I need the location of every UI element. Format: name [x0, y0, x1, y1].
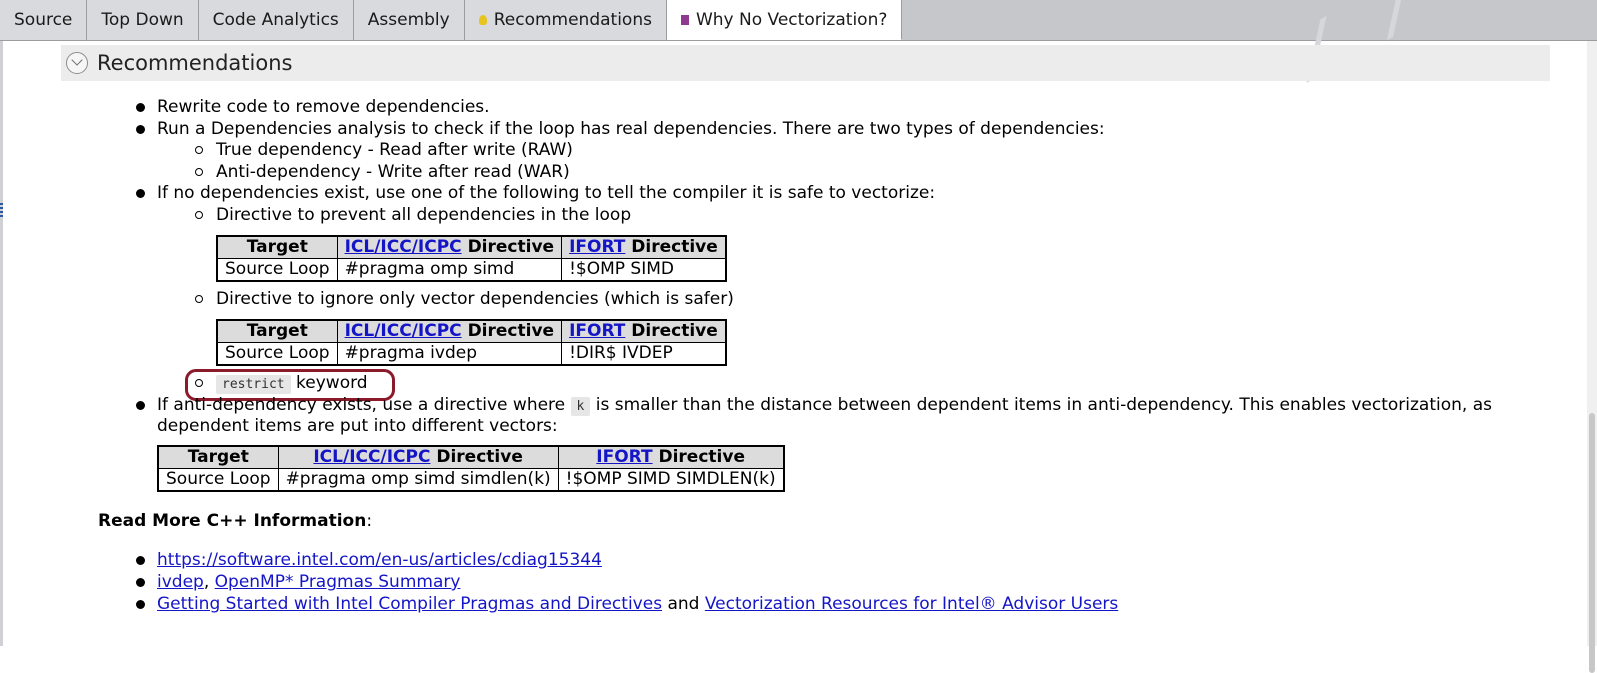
- table-header-row: [158, 446, 784, 469]
- sub-bullet-icon: [195, 146, 203, 154]
- vectorization-resources-link[interactable]: Vectorization Resources for Intel® Advisor Users: [704, 594, 1119, 614]
- sub-bullet-icon: [195, 168, 203, 176]
- bullet-icon: [136, 125, 145, 134]
- tab-why-no-vectorization[interactable]: Why No Vectorization?: [667, 0, 902, 40]
- cell-target: Source Loop: [158, 469, 278, 492]
- tab-code-analytics[interactable]: Code Analytics: [199, 0, 354, 40]
- directive-table-simdlen: [157, 445, 785, 492]
- k-code: k: [571, 397, 591, 416]
- bullet-icon: [136, 600, 145, 609]
- cell-target: Source Loop: [217, 343, 337, 366]
- cell-icl: #pragma ivdep: [337, 343, 562, 366]
- recommendation-text: If anti-dependency exists, use a directive where k is smaller than the distance between dependent items in anti-dependency. This enables vectorization, as: [157, 395, 1492, 415]
- recommendation-text-continued: dependent items are put into different vectors:: [157, 416, 558, 436]
- bullet-icon: [136, 556, 145, 565]
- icl-link[interactable]: ICL/ICC/ICPC: [344, 237, 462, 257]
- column-header-target: Target: [217, 320, 337, 343]
- column-header-target: Target: [158, 446, 278, 469]
- section-title: Recommendations: [97, 51, 293, 75]
- recommendations-section-header[interactable]: [61, 45, 1550, 81]
- tab-top-down[interactable]: Top Down: [87, 0, 198, 40]
- ifort-link[interactable]: IFORT: [569, 321, 626, 341]
- ifort-link[interactable]: IFORT: [569, 237, 626, 257]
- icl-link[interactable]: ICL/ICC/ICPC: [344, 321, 462, 341]
- bulb-icon: [479, 15, 487, 25]
- sub-item-text: Anti-dependency - Write after read (WAR): [216, 162, 570, 182]
- sub-item-text: True dependency - Read after write (RAW): [216, 140, 573, 160]
- column-header-icl: ICL/ICC/ICPC Directive: [337, 236, 562, 259]
- restrict-code: restrict: [216, 375, 291, 394]
- splitter-grip-icon[interactable]: [0, 203, 3, 217]
- tab-list: [0, 0, 902, 40]
- column-header-ifort: IFORT Directive: [562, 320, 726, 343]
- tab-recommendations[interactable]: Recommendations: [465, 0, 667, 40]
- cell-ifort: !DIR$ IVDEP: [562, 343, 726, 366]
- icl-link[interactable]: ICL/ICC/ICPC: [313, 447, 431, 467]
- tab-bar: [0, 0, 1597, 41]
- sub-bullet-icon: [195, 211, 203, 219]
- table-row: [217, 343, 726, 366]
- sub-bullet-icon: [195, 295, 203, 303]
- document-icon: [681, 15, 689, 25]
- cell-ifort: !$OMP SIMD SIMDLEN(k): [558, 469, 783, 492]
- cell-target: Source Loop: [217, 259, 337, 282]
- sub-item-text: Directive to prevent all dependencies in the loop: [216, 205, 632, 225]
- tab-assembly[interactable]: Assembly: [354, 0, 465, 40]
- table-row: [158, 469, 784, 492]
- left-gutter: [0, 41, 3, 646]
- column-header-target: Target: [217, 236, 337, 259]
- column-header-icl: ICL/ICC/ICPC Directive: [337, 320, 562, 343]
- collapse-chevron-icon[interactable]: [66, 52, 88, 74]
- vertical-scrollbar[interactable]: [1587, 41, 1597, 646]
- getting-started-pragmas-link[interactable]: Getting Started with Intel Compiler Pragmas and Directives: [157, 594, 663, 614]
- scrollbar-thumb[interactable]: [1589, 413, 1595, 673]
- column-header-icl: ICL/ICC/ICPC Directive: [278, 446, 558, 469]
- recommendation-text: Rewrite code to remove dependencies.: [157, 97, 490, 117]
- column-header-ifort: IFORT Directive: [558, 446, 783, 469]
- bullet-icon: [136, 189, 145, 198]
- table-header-row: [217, 320, 726, 343]
- ifort-link[interactable]: IFORT: [596, 447, 653, 467]
- recommendation-text: If no dependencies exist, use one of the following to tell the compiler it is safe to vectorize:: [157, 183, 936, 203]
- resources-links-line: Getting Started with Intel Compiler Pragmas and Directives and Vectorization Resources for Intel® Advisor Users: [157, 594, 1119, 614]
- directive-table-simd: [216, 235, 727, 282]
- cell-icl: #pragma omp simd simdlen(k): [278, 469, 558, 492]
- cell-icl: #pragma omp simd: [337, 259, 562, 282]
- ivdep-link[interactable]: ivdep: [157, 572, 204, 592]
- column-header-ifort: IFORT Directive: [562, 236, 726, 259]
- sub-item-text: Directive to ignore only vector dependencies (which is safer): [216, 289, 734, 309]
- pragma-links-line: ivdep, OpenMP* Pragmas Summary: [157, 572, 461, 592]
- cell-ifort: !$OMP SIMD: [562, 259, 726, 282]
- cdiag-article-link[interactable]: https://software.intel.com/en-us/articles/cdiag15344: [157, 550, 602, 570]
- bullet-icon: [136, 401, 145, 410]
- read-more-heading: Read More C++ Information:: [98, 511, 373, 531]
- table-header-row: [217, 236, 726, 259]
- tab-source[interactable]: Source: [0, 0, 87, 40]
- directive-table-ivdep: [216, 319, 727, 366]
- table-row: [217, 259, 726, 282]
- bullet-icon: [136, 578, 145, 587]
- bullet-icon: [136, 103, 145, 112]
- openmp-pragmas-link[interactable]: OpenMP* Pragmas Summary: [214, 572, 461, 592]
- recommendation-text: Run a Dependencies analysis to check if the loop has real dependencies. There are two types of dependencies:: [157, 119, 1105, 139]
- restrict-keyword-item: restrict keyword: [216, 373, 368, 396]
